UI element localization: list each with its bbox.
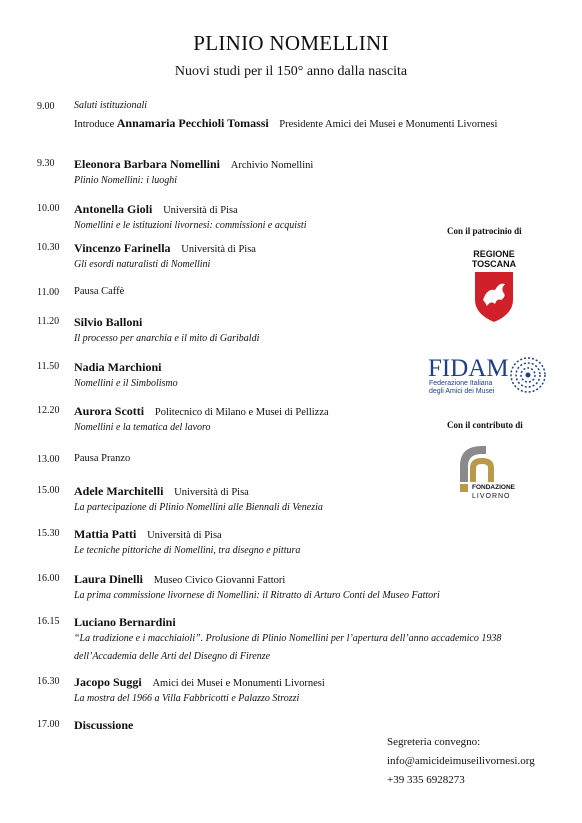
talk-title: La mostra del 1966 a Villa Fabbricotti e Palazzo Strozzi xyxy=(74,693,300,704)
event-subtitle: Nuovi studi per il 150° anno dalla nascita xyxy=(174,64,408,79)
fidam-sub-2: degli Amici dei Musei xyxy=(429,388,495,395)
regione-text-1: REGIONE xyxy=(473,249,515,259)
program-time: 9.00 xyxy=(37,101,55,112)
speaker-affiliation: Università di Pisa xyxy=(147,530,222,541)
speaker-affiliation: Museo Civico Giovanni Fattori xyxy=(153,575,286,586)
talk-title: Nomellini e le istituzioni livornesi: commissioni e acquisti xyxy=(74,220,307,231)
break-label: Pausa Pranzo xyxy=(74,453,131,464)
talk-title: La partecipazione di Plinio Nomellini alle Biennali di Venezia xyxy=(74,502,323,513)
program-speaker-line xyxy=(74,315,142,330)
program-time: 17.00 xyxy=(37,719,60,730)
talk-title: La prima commissione livornese di Nomellini: il Ritratto di Arturo Conti del Museo Fattori xyxy=(74,590,440,601)
speaker-name: Jacopo Suggi xyxy=(74,675,142,689)
program-speaker-line xyxy=(74,718,133,733)
program-speaker-line xyxy=(74,527,222,542)
program-speaker-line xyxy=(74,360,161,375)
talk-title: Nomellini e la tematica del lavoro xyxy=(74,422,211,433)
program-time: 11.20 xyxy=(37,316,60,327)
program-time: 10.30 xyxy=(37,242,60,253)
program-speaker-line xyxy=(74,202,238,217)
program-speaker-line xyxy=(74,404,329,419)
program-speaker-line xyxy=(74,157,313,172)
talk-title: Plinio Nomellini: i luoghi xyxy=(74,175,178,186)
talk-title: Il processo per anarchia e il mito di Garibaldi xyxy=(74,333,260,344)
regione-text-2: TOSCANA xyxy=(471,259,517,269)
speaker-name: Antonella Gioli xyxy=(74,202,153,216)
speaker-name: Aurora Scotti xyxy=(74,404,145,418)
talk-title-continued: dell’Accademia delle Arti del Disegno di Firenze xyxy=(74,651,271,662)
dotted-globe-icon xyxy=(511,358,545,392)
program-time: 9.30 xyxy=(37,158,55,169)
speaker-name: Nadia Marchioni xyxy=(74,360,162,374)
program-speaker-line xyxy=(74,675,325,690)
program-time: 10.00 xyxy=(37,203,60,214)
speaker-affiliation: Università di Pisa xyxy=(163,205,238,216)
speaker-affiliation: Presidente Amici dei Musei e Monumenti Livornesi xyxy=(279,119,498,130)
event-title: PLINIO NOMELLINI xyxy=(193,31,389,55)
program-time: 11.00 xyxy=(37,287,60,298)
speaker-affiliation: Università di Pisa xyxy=(181,244,256,255)
speaker-name: Adele Marchitelli xyxy=(74,484,164,498)
discussion-label: Discussione xyxy=(74,718,134,732)
program-speaker-line xyxy=(74,615,176,630)
break-label: Pausa Caffè xyxy=(74,286,125,297)
speaker-affiliation: Archivio Nomellini xyxy=(230,160,314,171)
talk-title: Nomellini e il Simbolismo xyxy=(74,378,178,389)
program-time: 11.50 xyxy=(37,361,60,372)
speaker-affiliation: Università di Pisa xyxy=(174,487,249,498)
talk-title: Gli esordi naturalisti di Nomellini xyxy=(74,259,211,270)
speaker-name: Vincenzo Farinella xyxy=(74,241,171,255)
talk-title: “La tradizione e i macchiaioli”. Prolusione di Plinio Nomellini per l’apertura dell’anno accademico 1938 xyxy=(74,633,502,644)
contact-label: Segreteria convegno: xyxy=(387,736,481,748)
fondazione-text-1: FONDAZIONE xyxy=(472,484,515,491)
contact-email[interactable]: info@amicideimuseilivornesi.org xyxy=(387,755,535,767)
program-time: 16.15 xyxy=(37,616,60,627)
talk-title: Le tecniche pittoriche di Nomellini, tra disegno e pittura xyxy=(74,545,301,556)
program-time: 12.20 xyxy=(37,405,60,416)
fondazione-text-2: LIVORNO xyxy=(472,493,511,500)
program-time: 13.00 xyxy=(37,454,60,465)
program-speaker-line xyxy=(74,484,249,499)
speaker-name: Laura Dinelli xyxy=(74,572,144,586)
program-time: 16.30 xyxy=(37,676,60,687)
fidam-sub-1: Federazione Italiana xyxy=(429,380,493,387)
patronage-label: Con il patrocinio di xyxy=(447,226,522,236)
speaker-name: Eleonora Barbara Nomellini xyxy=(74,157,220,171)
speaker-name: Silvio Balloni xyxy=(74,315,143,329)
program-intro-line xyxy=(74,116,497,131)
fidam-name: FIDAM xyxy=(428,355,509,382)
program-time: 15.00 xyxy=(37,485,60,496)
speaker-affiliation: Amici dei Musei e Monumenti Livornesi xyxy=(152,678,325,689)
speaker-name: Mattia Patti xyxy=(74,527,137,541)
contribution-label: Con il contributo di xyxy=(447,420,523,430)
speaker-affiliation: Politecnico di Milano e Musei di Pellizza xyxy=(154,407,329,418)
program-time: 15.30 xyxy=(37,528,60,539)
speaker-name: Annamaria Pecchioli Tomassi xyxy=(116,116,269,130)
contact-phone: +39 335 6928273 xyxy=(387,774,465,786)
fondazione-livorno-logo xyxy=(458,442,518,502)
program-time: 16.00 xyxy=(37,573,60,584)
program-speaker-line xyxy=(74,241,256,256)
intro-label: Introduce xyxy=(74,119,115,130)
speaker-name: Luciano Bernardini xyxy=(74,615,176,629)
program-speaker-line xyxy=(74,572,285,587)
fidam-logo xyxy=(428,354,546,396)
program-note: Saluti istituzionali xyxy=(74,100,148,111)
regione-toscana-logo xyxy=(469,248,519,323)
